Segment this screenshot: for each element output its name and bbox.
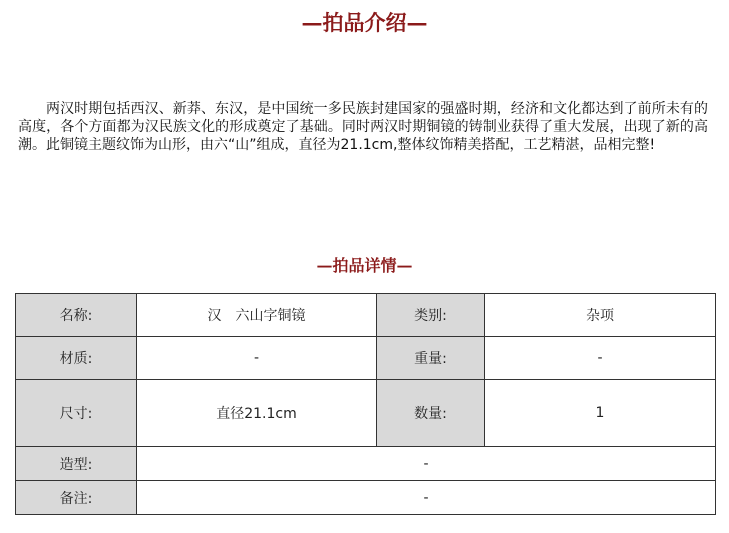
material-label: 材质:	[16, 337, 137, 380]
quantity-label: 数量:	[377, 380, 485, 447]
material-value: -	[137, 337, 377, 380]
table-row	[16, 481, 716, 515]
intro-section-title: —拍品介绍—	[301, 10, 428, 35]
shape-label: 造型:	[16, 447, 137, 481]
size-value: 直径21.1cm	[137, 380, 377, 447]
quantity-value: 1	[485, 380, 716, 447]
size-label: 尺寸:	[16, 380, 137, 447]
table-row	[16, 447, 716, 481]
category-label: 类别:	[377, 294, 485, 337]
table-row	[16, 337, 716, 380]
details-section-title: —拍品详情—	[316, 256, 413, 275]
table-row	[16, 294, 716, 337]
intro-paragraph: 两汉时期包括西汉、新莽、东汉，是中国统一多民族封建国家的强盛时期，经济和文化都达到了前所未有的高度，各个方面都为汉民族文化的形成奠定了基础。同时两汉时期铜镜的铸制业获得了重大发展，出现了新的高潮。此铜镜主题纹饰为山形，由六“山”组成，直径为21.1cm,整体纹饰精美搭配，工艺精湛，品相完整!	[18, 101, 708, 153]
notes-label: 备注:	[16, 481, 137, 515]
name-value: 汉 六山字铜镜	[137, 294, 377, 337]
weight-label: 重量:	[377, 337, 485, 380]
category-value: 杂项	[485, 294, 716, 337]
name-label: 名称:	[16, 294, 137, 337]
details-table	[15, 293, 716, 515]
weight-value: -	[485, 337, 716, 380]
notes-value: -	[137, 481, 716, 515]
shape-value: -	[137, 447, 716, 481]
table-row	[16, 380, 716, 447]
